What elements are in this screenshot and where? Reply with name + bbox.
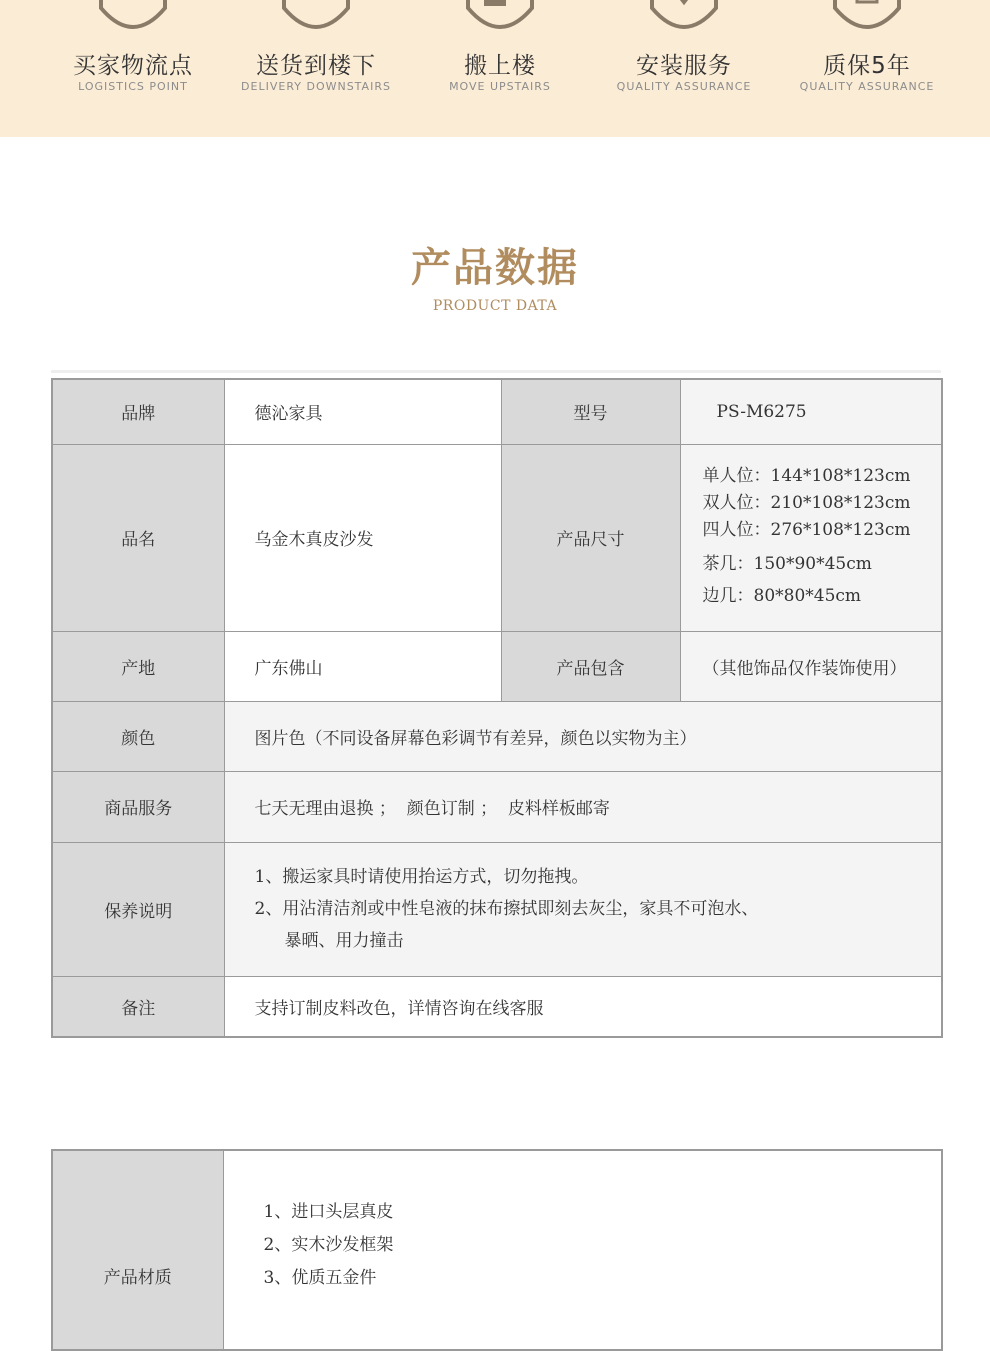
material-line: 1、进口头层真皮 <box>263 1202 394 1222</box>
model-value: PS-M6275 <box>680 379 942 444</box>
tools-icon <box>648 0 720 36</box>
service-subtitle: QUALITY ASSURANCE <box>616 80 752 93</box>
service-title: 安装服务 <box>636 53 732 79</box>
care-line: 1、搬运家具时请使用抬运方式，切勿拖拽。 <box>254 867 589 887</box>
care-line: 暴晒、用力撞击 <box>284 931 404 951</box>
service-label: 商品服务 <box>52 771 224 842</box>
material-line: 3、优质五金件 <box>263 1268 377 1288</box>
table-row <box>52 771 942 842</box>
name-value: 乌金木真皮沙发 <box>224 444 501 631</box>
care-label: 保养说明 <box>52 842 224 976</box>
materials-table <box>51 1149 943 1351</box>
origin-label: 产地 <box>52 631 224 701</box>
color-value: 图片色（不同设备屏幕色彩调节有差异，颜色以实物为主） <box>224 701 942 771</box>
table-row <box>52 1150 942 1350</box>
service-logistics <box>41 0 225 137</box>
table-row <box>52 842 942 976</box>
brand-label: 品牌 <box>52 379 224 444</box>
care-line: 2、用沾清洁剂或中性皂液的抹布擦拭即刻去灰尘，家具不可泡水、 <box>254 899 759 919</box>
guarantee-icon <box>831 0 903 36</box>
package-value: （其他饰品仅作装饰使用） <box>680 631 942 701</box>
section-title: 产品数据 <box>411 244 579 291</box>
materials-values <box>223 1150 942 1350</box>
service-subtitle: QUALITY ASSURANCE <box>799 80 935 93</box>
section-subtitle: PRODUCT DATA <box>432 298 558 314</box>
service-title: 质保5年 <box>823 53 911 79</box>
service-warranty <box>775 0 959 137</box>
table-row <box>52 701 942 771</box>
service-banner <box>0 0 990 137</box>
material-line: 2、实木沙发框架 <box>263 1235 394 1255</box>
size-line: 边几：80*80*45cm <box>702 586 862 606</box>
service-subtitle: DELIVERY DOWNSTAIRS <box>241 80 391 93</box>
materials-label: 产品材质 <box>52 1150 223 1350</box>
table-row <box>52 631 942 701</box>
truck-icon <box>97 0 169 36</box>
service-delivery <box>224 0 408 137</box>
service-title: 买家物流点 <box>73 53 193 79</box>
brand-value: 德沁家具 <box>224 379 501 444</box>
service-subtitle: MOVE UPSTAIRS <box>449 80 551 93</box>
service-subtitle: LOGISTICS POINT <box>78 80 188 93</box>
product-data-table <box>51 378 943 1038</box>
model-label: 型号 <box>501 379 680 444</box>
service-title: 搬上楼 <box>464 53 536 79</box>
color-label: 颜色 <box>52 701 224 771</box>
stairs-icon <box>464 0 536 36</box>
service-value: 七天无理由退换 ； 颜色订制 ； 皮料样板邮寄 <box>224 771 942 842</box>
size-label: 产品尺寸 <box>501 444 680 631</box>
care-values <box>224 842 942 976</box>
size-values <box>680 444 942 631</box>
remark-label: 备注 <box>52 976 224 1037</box>
section-heading <box>0 242 990 314</box>
package-label: 产品包含 <box>501 631 680 701</box>
size-line: 双人位：210*108*123cm <box>702 493 911 513</box>
table-row <box>52 976 942 1037</box>
building-icon <box>280 0 352 36</box>
size-line: 四人位：276*108*123cm <box>702 520 911 540</box>
table-row <box>52 444 942 631</box>
remark-value: 支持订制皮料改色，详情咨询在线客服 <box>224 976 942 1037</box>
size-line: 茶几：150*90*45cm <box>702 554 872 574</box>
name-label: 品名 <box>52 444 224 631</box>
divider <box>51 370 941 373</box>
service-upstairs <box>408 0 592 137</box>
service-install <box>592 0 776 137</box>
size-line: 单人位：144*108*123cm <box>702 466 911 486</box>
service-title: 送货到楼下 <box>256 53 376 79</box>
table-row <box>52 379 942 444</box>
origin-value: 广东佛山 <box>224 631 501 701</box>
